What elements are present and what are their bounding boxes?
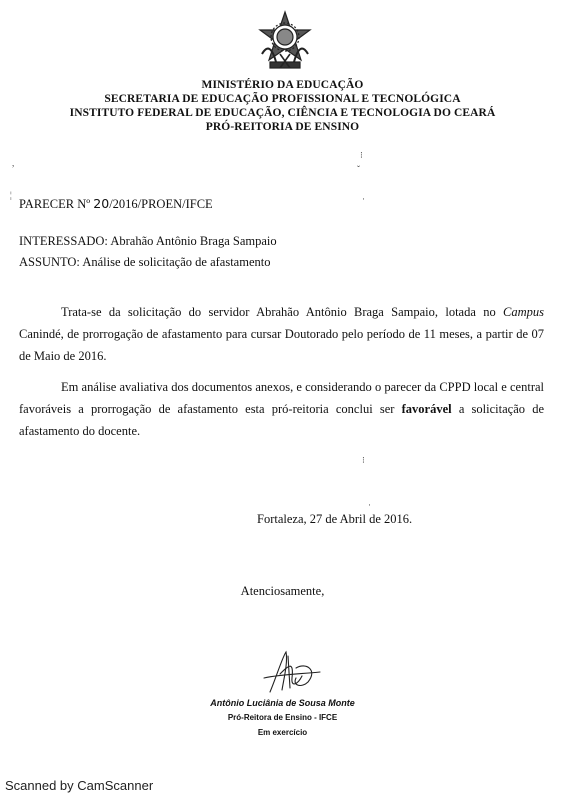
paragraph-1-text-a: Trata-se da solicitação do servidor Abrahão Antônio Braga Sampaio, lotada no — [61, 305, 504, 319]
signatory-status: Em exercício — [257, 728, 308, 737]
interessado-line — [19, 234, 277, 249]
favoravel-word: favorável — [401, 402, 452, 416]
header-pro-rectory: PRÓ-REITORIA DE ENSINO — [205, 121, 360, 133]
interessado-label: INTERESSADO: — [19, 234, 108, 248]
scan-speck: ⁝ — [360, 150, 363, 160]
scan-speck: · — [368, 500, 371, 510]
scan-speck: ⁝ — [362, 455, 365, 465]
signatory-role: Pró-Reitora de Ensino - IFCE — [227, 713, 338, 722]
parecer-prefix: PARECER Nº — [19, 197, 91, 211]
paragraph-2 — [19, 376, 544, 442]
signatory-name: Antônio Luciânia de Sousa Monte — [210, 698, 355, 708]
paragraph-1 — [19, 301, 544, 367]
closing: Atenciosamente, — [240, 584, 325, 598]
scanner-watermark: Scanned by CamScanner — [5, 778, 154, 793]
scan-speck: , — [12, 158, 15, 168]
parecer-suffix: /2016/PROEN/IFCE — [109, 197, 213, 211]
scan-speck: ¦ — [10, 190, 12, 200]
assunto-line — [19, 255, 270, 270]
scan-speck: · — [362, 194, 365, 204]
parecer-number: 20 — [93, 196, 110, 211]
interessado-value: Abrahão Antônio Braga Sampaio — [110, 234, 277, 248]
paragraph-2-text-a: Em análise avaliativa dos documentos anexos, e considerando o parecer da CPPD local e central favoráveis a prorrogação de afastamento esta pró-reitoria conclui ser — [19, 380, 544, 416]
scan-speck: ˇ — [357, 164, 360, 174]
campus-word: Campus — [503, 305, 544, 319]
place-date: Fortaleza, 27 de Abril de 2016. — [257, 512, 413, 526]
brasao-republica-icon — [256, 10, 314, 72]
header-secretariat: SECRETARIA DE EDUCAÇÃO PROFISSIONAL E TECNOLÓGICA — [104, 93, 461, 105]
parecer-line — [19, 196, 213, 212]
header-institute: INSTITUTO FEDERAL DE EDUCAÇÃO, CIÊNCIA E TECNOLOGIA DO CEARÁ — [69, 107, 496, 119]
paragraph-2-text-b: a solicitação de afastamento do docente. — [19, 402, 545, 438]
paragraph-1-text-b: Canindé, de prorrogação de afastamento para cursar Doutorado pelo período de 11 meses, a partir de 07 de Maio de 2016. — [19, 327, 544, 363]
assunto-label: ASSUNTO: — [19, 255, 80, 269]
assunto-value: Análise de solicitação de afastamento — [82, 255, 271, 269]
header-ministry: MINISTÉRIO DA EDUCAÇÃO — [201, 79, 364, 91]
handwritten-signature-icon — [262, 648, 322, 696]
